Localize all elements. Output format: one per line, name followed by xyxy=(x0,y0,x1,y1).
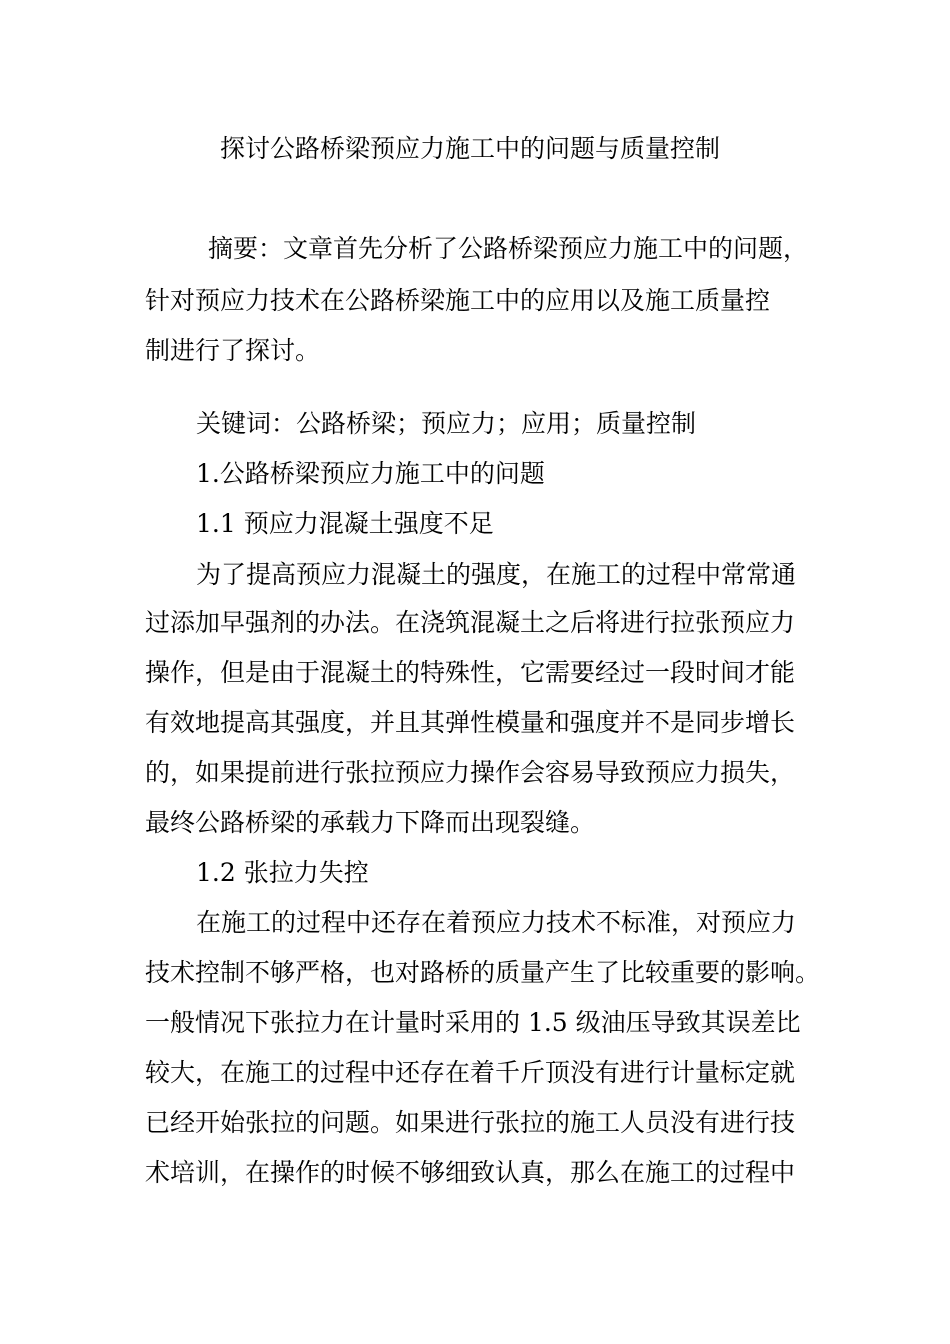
paragraph-line: 较大，在施工的过程中还存在着千斤顶没有进行计量标定就 xyxy=(145,1058,796,1087)
paragraph-line: 有效地提高其强度，并且其弹性模量和强度并不是同步增长 xyxy=(145,708,796,737)
paragraph-line: 最终公路桥梁的承载力下降而出现裂缝。 xyxy=(145,808,596,837)
subsection-heading: 1.2 张拉力失控 xyxy=(196,858,369,887)
paragraph-line: 操作，但是由于混凝土的特殊性，它需要经过一段时间才能 xyxy=(145,658,796,687)
section-heading: 1.公路桥梁预应力施工中的问题 xyxy=(196,459,545,488)
abstract-line: 摘要：文章首先分析了公路桥梁预应力施工中的问题， xyxy=(208,234,809,263)
paragraph-line: 过添加早强剂的办法。在浇筑混凝土之后将进行拉张预应力 xyxy=(145,608,796,637)
subsection-heading: 1.1 预应力混凝土强度不足 xyxy=(196,509,494,538)
paragraph-line: 为了提高预应力混凝土的强度，在施工的过程中常常通 xyxy=(196,560,797,589)
abstract-line: 针对预应力技术在公路桥梁施工中的应用以及施工质量控 xyxy=(145,286,771,315)
paragraph-line: 技术控制不够严格，也对路桥的质量产生了比较重要的影响。 xyxy=(145,958,821,987)
paragraph-line: 在施工的过程中还存在着预应力技术不标准，对预应力 xyxy=(196,908,797,937)
document-title: 探讨公路桥梁预应力施工中的问题与质量控制 xyxy=(220,134,721,163)
abstract-line: 制进行了探讨。 xyxy=(145,336,321,365)
paragraph-line: 的，如果提前进行张拉预应力操作会容易导致预应力损失， xyxy=(145,758,796,787)
keywords: 关键词：公路桥梁；预应力；应用；质量控制 xyxy=(196,409,697,438)
paragraph-line: 术培训，在操作的时候不够细致认真，那么在施工的过程中 xyxy=(145,1158,796,1187)
paragraph-line: 一般情况下张拉力在计量时采用的 1.5 级油压导致其误差比 xyxy=(145,1008,801,1037)
paragraph-line: 已经开始张拉的问题。如果进行张拉的施工人员没有进行技 xyxy=(145,1108,796,1137)
